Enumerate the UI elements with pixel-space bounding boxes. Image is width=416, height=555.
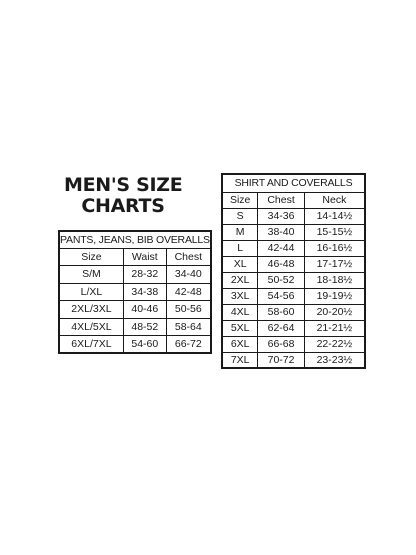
table-row [222,352,365,368]
shirt-size-table [221,173,366,369]
table-cell: 34-40 [166,266,211,284]
table-cell: 15-15½ [304,224,365,240]
table-cell: 54-60 [123,336,166,354]
table-cell: 23-23½ [304,352,365,368]
table-cell: 46-48 [258,256,304,272]
table-cell: 70-72 [258,352,304,368]
table-row [222,208,365,224]
table-row [222,336,365,352]
table-row [222,256,365,272]
table-cell: 16-16½ [304,240,365,256]
table-heading-row [59,231,211,248]
table-cell: 66-68 [258,336,304,352]
column-header-row [59,248,211,266]
title-line-1: MEN'S SIZE [64,174,183,196]
column-header-chest: Chest [258,192,304,208]
table-cell: 58-60 [258,304,304,320]
table-cell: 54-56 [258,288,304,304]
table-cell: 34-38 [123,283,166,301]
table-row [222,288,365,304]
table-cell: L/XL [59,283,123,301]
table-cell: 21-21½ [304,320,365,336]
table-cell: XL [222,256,258,272]
table-row [222,272,365,288]
table-cell: 50-52 [258,272,304,288]
table-row [59,301,211,319]
table-cell: L [222,240,258,256]
column-header-neck: Neck [304,192,365,208]
table-row [59,266,211,284]
column-header-size: Size [222,192,258,208]
title-line-2: CHARTS [81,195,165,217]
table-cell: 50-56 [166,301,211,319]
table-cell: 5XL [222,320,258,336]
table-row [222,304,365,320]
table-cell: 20-20½ [304,304,365,320]
table-cell: 22-22½ [304,336,365,352]
shirt-table-heading: SHIRT AND COVERALLS [222,174,365,192]
table-row [59,318,211,336]
table-cell: 18-18½ [304,272,365,288]
table-cell: 42-48 [166,283,211,301]
table-cell: 6XL/7XL [59,336,123,354]
column-header-row [222,192,365,208]
table-cell: 3XL [222,288,258,304]
table-row [222,224,365,240]
table-cell: M [222,224,258,240]
column-header-waist: Waist [123,248,166,266]
table-cell: 66-72 [166,336,211,354]
table-cell: 2XL/3XL [59,301,123,319]
pants-size-table [58,230,212,354]
table-cell: S [222,208,258,224]
table-cell: 19-19½ [304,288,365,304]
table-cell: 58-64 [166,318,211,336]
page-title [64,175,182,217]
table-cell: 7XL [222,352,258,368]
table-cell: 62-64 [258,320,304,336]
table-cell: 17-17½ [304,256,365,272]
table-cell: 6XL [222,336,258,352]
table-cell: 38-40 [258,224,304,240]
table-cell: 28-32 [123,266,166,284]
table-row [222,240,365,256]
table-cell: 34-36 [258,208,304,224]
table-cell: 42-44 [258,240,304,256]
table-heading-row [222,174,365,192]
table-cell: 2XL [222,272,258,288]
column-header-size: Size [59,248,123,266]
table-cell: 14-14½ [304,208,365,224]
table-cell: 48-52 [123,318,166,336]
table-cell: 40-46 [123,301,166,319]
table-cell: S/M [59,266,123,284]
column-header-chest: Chest [166,248,211,266]
table-row [222,320,365,336]
table-cell: 4XL/5XL [59,318,123,336]
table-row [59,336,211,354]
table-cell: 4XL [222,304,258,320]
table-row [59,283,211,301]
pants-table-heading: PANTS, JEANS, BIB OVERALLS [59,231,211,248]
